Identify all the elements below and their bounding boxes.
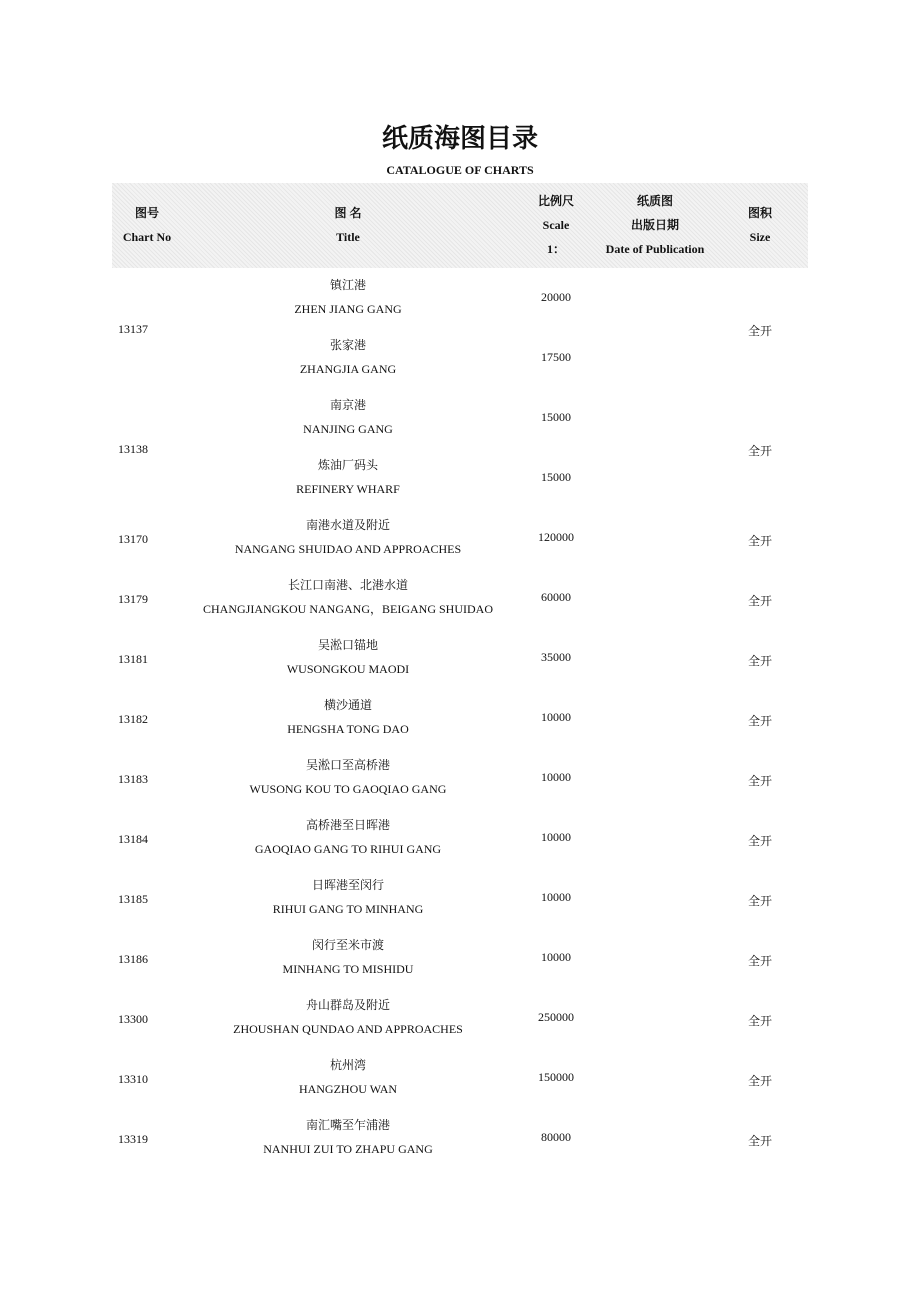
page-title: 纸质海图目录 <box>381 124 538 153</box>
chart-no: 13319 <box>118 1132 148 1146</box>
chart-title <box>148 393 548 441</box>
header-size-cn: 图积 <box>747 206 772 220</box>
header-title-cn: 图 名 <box>334 206 362 220</box>
chart-title-en: HANGZHOU WAN <box>298 1082 398 1096</box>
chart-title <box>148 573 548 621</box>
chart-scale: 20000 <box>541 290 571 304</box>
header-scale-ratio: 1： <box>546 242 565 256</box>
chart-title-en: MINHANG TO MISHIDU <box>282 962 414 976</box>
table-row <box>0 810 920 870</box>
table-row <box>0 690 920 750</box>
header-size-en: Size <box>749 230 771 244</box>
chart-title-en: NANJING GANG <box>303 422 393 436</box>
table-row <box>0 270 920 390</box>
chart-title <box>148 993 548 1041</box>
chart-title-en: NANGANG SHUIDAO AND APPROACHES <box>234 542 462 556</box>
chart-entry <box>0 750 920 810</box>
chart-size: 全开 <box>748 894 773 908</box>
chart-title-en: REFINERY WHARF <box>296 482 400 496</box>
chart-scale: 17500 <box>541 350 571 364</box>
chart-entry <box>0 330 920 390</box>
chart-size: 全开 <box>748 774 773 788</box>
chart-title-en: WUSONG KOU TO GAOQIAO GANG <box>249 782 447 796</box>
chart-title <box>148 273 548 321</box>
chart-no: 13185 <box>118 892 148 906</box>
header-scale <box>516 189 596 261</box>
chart-entry <box>0 630 920 690</box>
chart-entry <box>0 270 920 330</box>
chart-entry <box>0 510 920 570</box>
header-title-en: Title <box>336 230 360 244</box>
chart-no: 13186 <box>118 952 148 966</box>
chart-size: 全开 <box>748 594 773 608</box>
chart-entry <box>0 450 920 510</box>
chart-title-en: ZHANGJIA GANG <box>299 362 397 376</box>
chart-title <box>148 753 548 801</box>
chart-title-en: NANHUI ZUI TO ZHAPU GANG <box>263 1142 433 1156</box>
chart-size: 全开 <box>748 324 773 338</box>
table-header <box>112 183 808 268</box>
chart-entry <box>0 990 920 1050</box>
table-row <box>0 1050 920 1110</box>
chart-title <box>148 513 548 561</box>
chart-scale: 120000 <box>538 530 574 544</box>
chart-title-cn: 长江口南港、北港水道 <box>287 578 408 592</box>
page-subtitle: CATALOGUE OF CHARTS <box>386 163 534 177</box>
chart-scale: 10000 <box>541 950 571 964</box>
header-size <box>730 201 790 249</box>
chart-title <box>148 633 548 681</box>
header-chart-no-cn: 图号 <box>134 206 159 220</box>
chart-title <box>148 813 548 861</box>
table-row <box>0 510 920 570</box>
chart-entry <box>0 570 920 630</box>
chart-scale: 35000 <box>541 650 571 664</box>
chart-no: 13138 <box>118 442 148 456</box>
chart-size: 全开 <box>748 834 773 848</box>
chart-entry <box>0 390 920 450</box>
chart-title-cn: 南港水道及附近 <box>305 518 390 532</box>
table-row <box>0 570 920 630</box>
chart-title <box>148 1053 548 1101</box>
chart-size: 全开 <box>748 534 773 548</box>
chart-entry <box>0 690 920 750</box>
header-chart-no-en: Chart No <box>122 230 172 244</box>
chart-title-cn: 高桥港至日晖港 <box>305 818 390 832</box>
table-row <box>0 1110 920 1170</box>
chart-size: 全开 <box>748 444 773 458</box>
header-date-cn2: 出版日期 <box>630 218 679 232</box>
header-scale-cn: 比例尺 <box>537 194 574 208</box>
chart-size: 全开 <box>748 1134 773 1148</box>
chart-title <box>148 453 548 501</box>
chart-title-en: CHANGJIANGKOU NANGANG，BEIGANG SHUIDAO <box>203 602 493 616</box>
chart-title-cn: 吴淞口锚地 <box>317 638 378 652</box>
chart-title <box>148 693 548 741</box>
chart-scale: 250000 <box>538 1010 574 1024</box>
chart-entry <box>0 810 920 870</box>
chart-entry <box>0 1110 920 1170</box>
chart-scale: 15000 <box>541 470 571 484</box>
chart-scale: 60000 <box>541 590 571 604</box>
chart-title-en: HENGSHA TONG DAO <box>287 722 409 736</box>
table-row <box>0 930 920 990</box>
chart-no: 13300 <box>118 1012 148 1026</box>
chart-no: 13310 <box>118 1072 148 1086</box>
table-row <box>0 750 920 810</box>
chart-title-cn: 镇江港 <box>329 278 366 292</box>
header-title <box>148 201 548 249</box>
chart-title-cn: 舟山群岛及附近 <box>305 998 390 1012</box>
chart-no: 13170 <box>118 532 148 546</box>
chart-title-en: WUSONGKOU MAODI <box>286 662 410 676</box>
table-row <box>0 630 920 690</box>
chart-title-en: ZHOUSHAN QUNDAO AND APPROACHES <box>233 1022 463 1036</box>
chart-scale: 10000 <box>541 770 571 784</box>
chart-entry <box>0 930 920 990</box>
header-date-cn1: 纸质图 <box>636 194 673 208</box>
chart-scale: 10000 <box>541 710 571 724</box>
chart-size: 全开 <box>748 954 773 968</box>
header-scale-en: Scale <box>542 218 570 232</box>
chart-entry <box>0 1050 920 1110</box>
chart-title-cn: 南汇嘴至乍浦港 <box>305 1118 390 1132</box>
chart-title <box>148 873 548 921</box>
chart-title-cn: 炼油厂码头 <box>317 458 378 472</box>
chart-size: 全开 <box>748 654 773 668</box>
chart-scale: 10000 <box>541 830 571 844</box>
chart-title-cn: 横沙通道 <box>323 698 372 712</box>
chart-no: 13181 <box>118 652 148 666</box>
chart-title-en: ZHEN JIANG GANG <box>294 302 402 316</box>
chart-scale: 10000 <box>541 890 571 904</box>
chart-title-cn: 闵行至米市渡 <box>311 938 384 952</box>
chart-title-cn: 杭州湾 <box>329 1058 366 1072</box>
chart-scale: 150000 <box>538 1070 574 1084</box>
chart-title <box>148 933 548 981</box>
chart-scale: 80000 <box>541 1130 571 1144</box>
chart-title-en: RIHUI GANG TO MINHANG <box>272 902 424 916</box>
chart-no: 13182 <box>118 712 148 726</box>
table-row <box>0 870 920 930</box>
chart-no: 13184 <box>118 832 148 846</box>
chart-title-cn: 吴淞口至高桥港 <box>305 758 390 772</box>
chart-title-cn: 日晖港至闵行 <box>311 878 384 892</box>
chart-title <box>148 1113 548 1161</box>
chart-no: 13137 <box>118 322 148 336</box>
chart-size: 全开 <box>748 1014 773 1028</box>
chart-entry <box>0 870 920 930</box>
header-date-en: Date of Publication <box>605 242 705 256</box>
chart-title <box>148 333 548 381</box>
header-date <box>595 189 715 261</box>
chart-title-cn: 南京港 <box>329 398 366 412</box>
table-row <box>0 990 920 1050</box>
chart-size: 全开 <box>748 714 773 728</box>
table-row <box>0 390 920 510</box>
chart-title-cn: 张家港 <box>329 338 366 352</box>
chart-title-en: GAOQIAO GANG TO RIHUI GANG <box>254 842 442 856</box>
chart-size: 全开 <box>748 1074 773 1088</box>
chart-no: 13183 <box>118 772 148 786</box>
chart-scale: 15000 <box>541 410 571 424</box>
table-body <box>0 270 920 1170</box>
chart-no: 13179 <box>118 592 148 606</box>
